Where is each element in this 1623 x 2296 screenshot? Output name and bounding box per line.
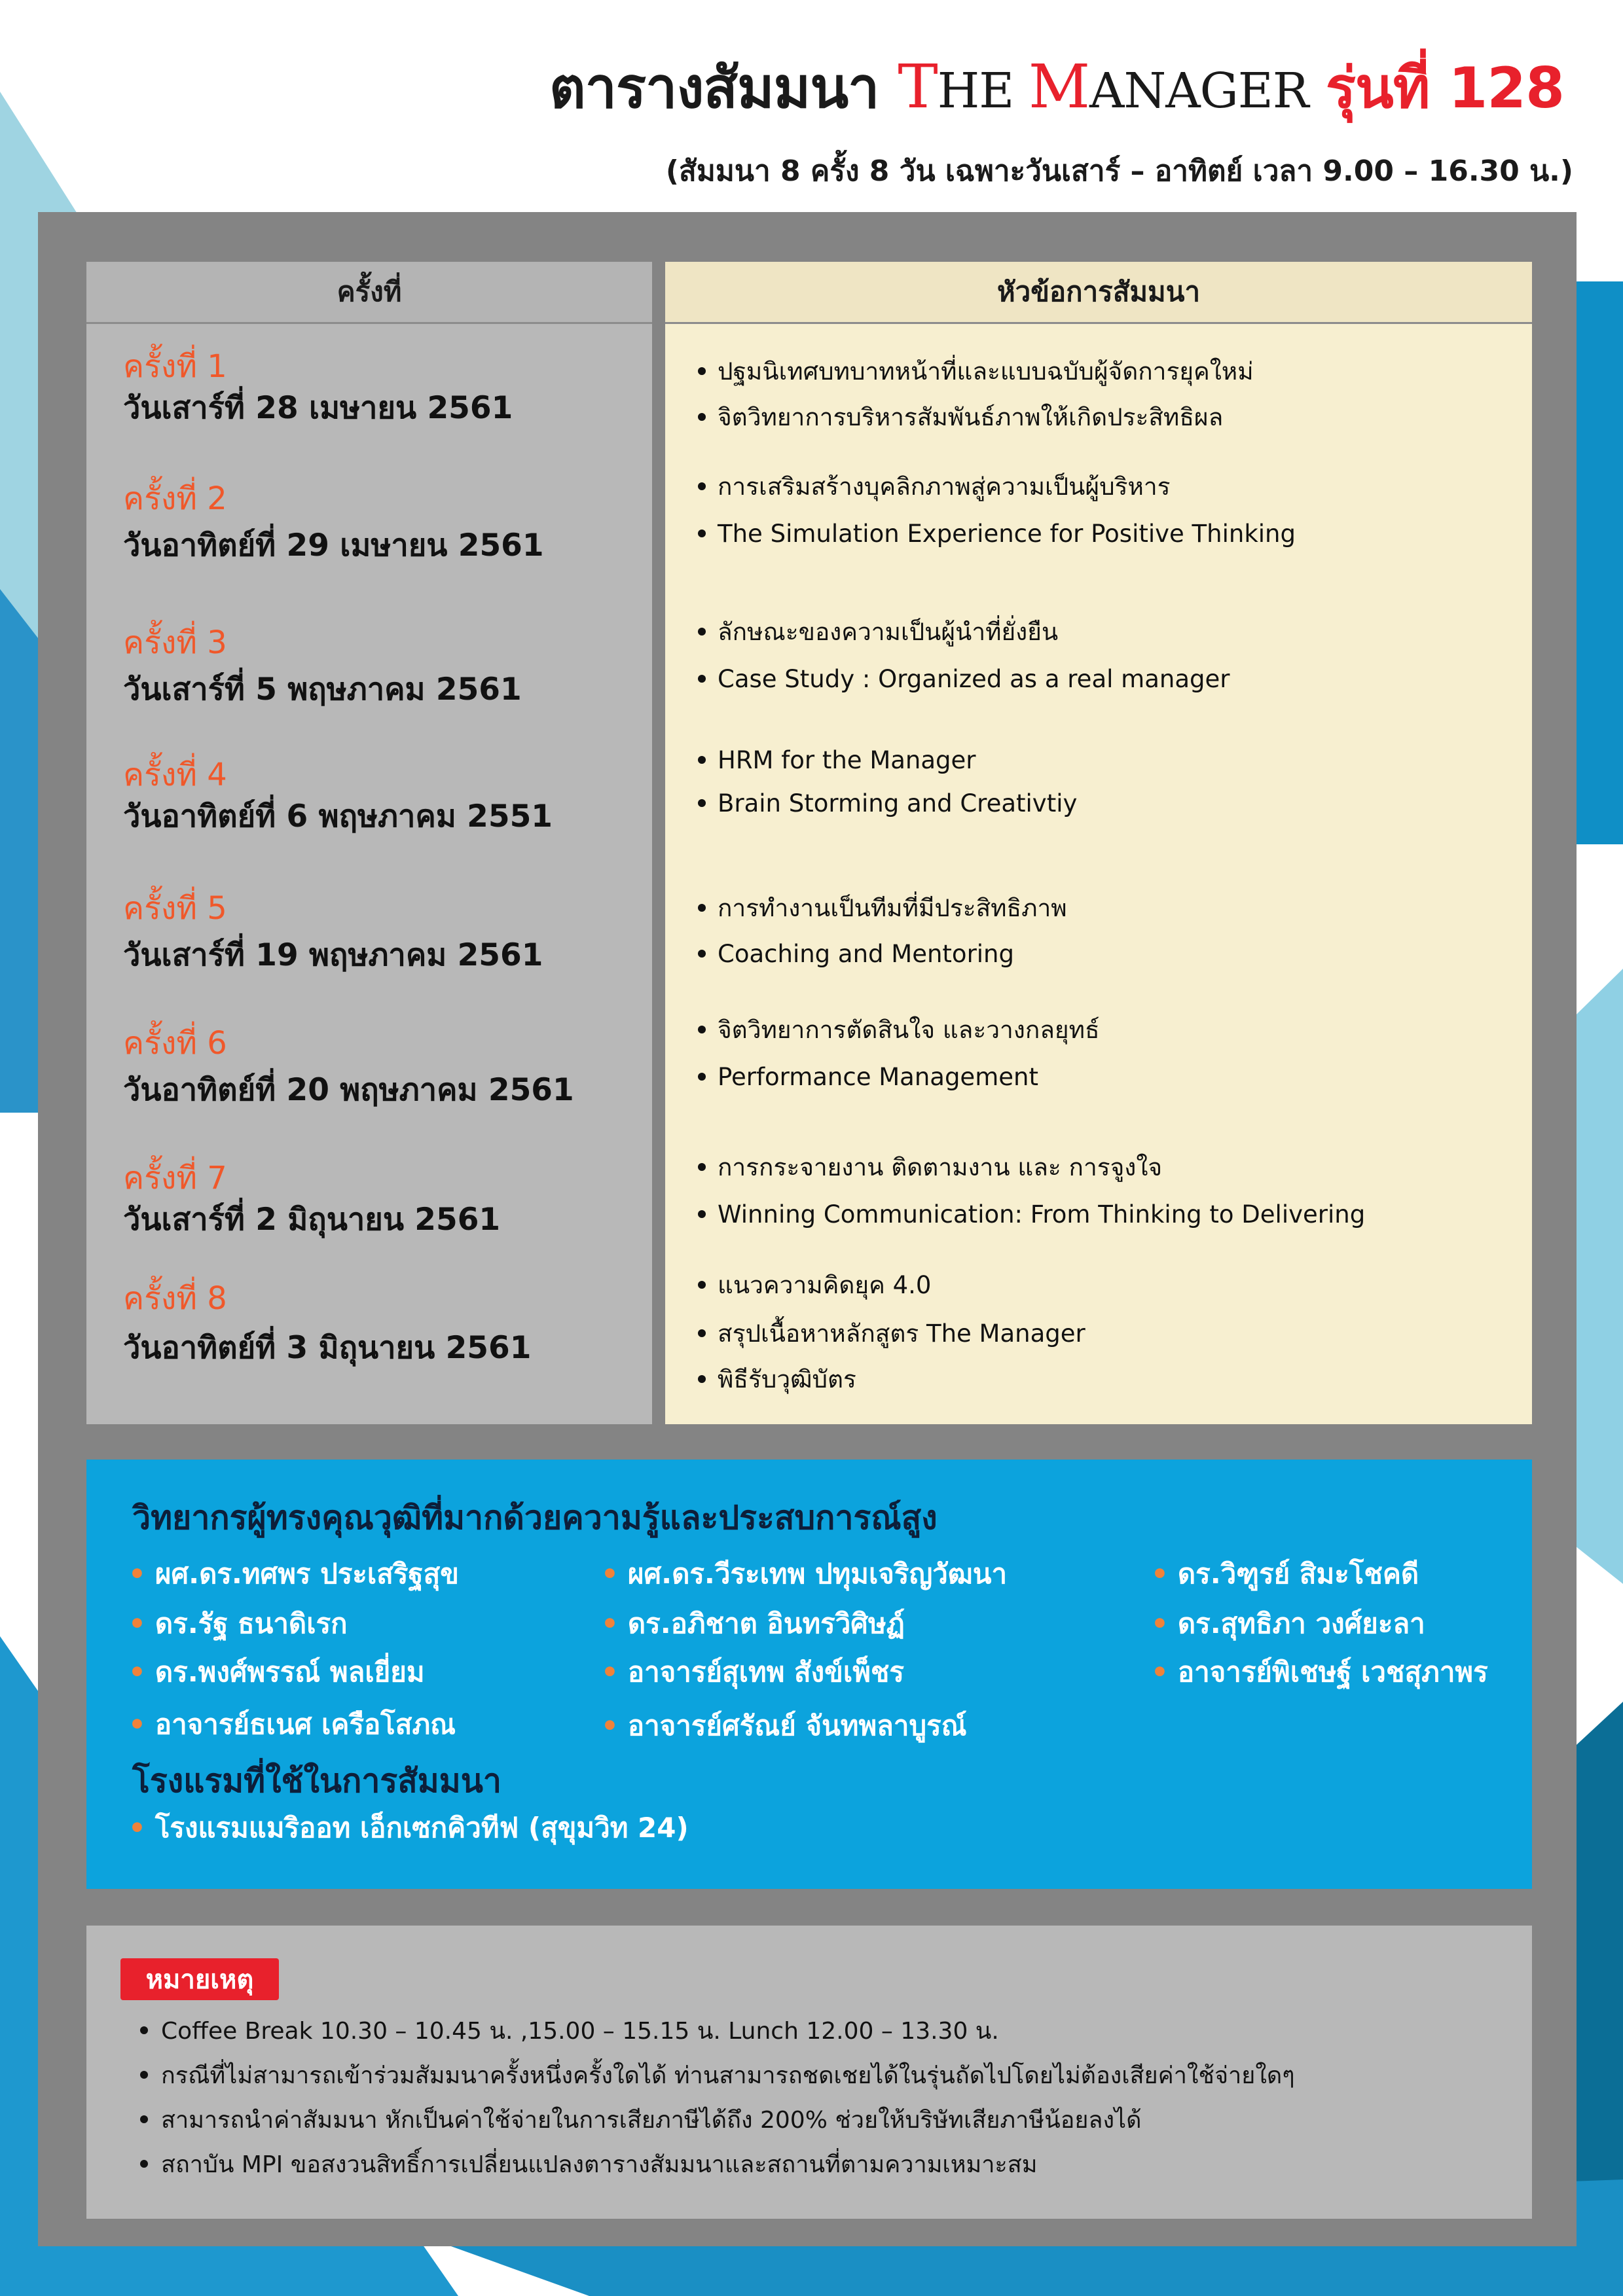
topic-item: ลักษณะของความเป็นผู้นำที่ยั่งยืน <box>698 615 1058 649</box>
notes-badge: หมายเหตุ <box>120 1958 279 2000</box>
title-thai: ตารางสัมมนา <box>549 56 879 121</box>
speakers-heading: วิทยากรผู้ทรงคุณวุฒิที่มากด้วยความรู้และประสบการณ์สูง <box>132 1499 938 1537</box>
hotel-heading: โรงแรมที่ใช้ในการสัมมนา <box>132 1762 501 1800</box>
topic-item: The Simulation Experience for Positive Thinking <box>698 517 1296 551</box>
session-number: ครั้งที่ 7 <box>123 1160 227 1196</box>
topic-item: Case Study : Organized as a real manager <box>698 662 1230 696</box>
session-number: ครั้งที่ 8 <box>123 1280 227 1317</box>
session-6 <box>123 1022 574 1111</box>
topic-item: HRM for the Manager <box>698 744 976 778</box>
speakers-panel <box>86 1460 1532 1889</box>
hotel-item: • โรงแรมแมริออท เอ็กเซกคิวทีฟ (สุขุมวิท 24) <box>128 1812 689 1844</box>
session-date: วันอาทิตย์ที่ 6 พฤษภาคม 2551 <box>123 798 553 834</box>
topic-item: แนวความคิดยุค 4.0 <box>698 1268 931 1302</box>
speaker-item: • ดร.พงศ์พรรณ์ พลเยี่ยม <box>128 1656 425 1688</box>
schedule-left-column <box>86 262 652 1424</box>
session-5 <box>123 888 543 977</box>
session-date: วันเสาร์ที่ 5 พฤษภาคม 2561 <box>123 672 522 708</box>
session-date: วันอาทิตย์ที่ 3 มิถุนายน 2561 <box>123 1330 532 1366</box>
topic-item: พิธีรับวุฒิบัตร <box>698 1363 856 1397</box>
session-date: วันอาทิตย์ที่ 29 เมษายน 2561 <box>123 528 544 564</box>
session-number: ครั้งที่ 5 <box>123 890 227 927</box>
topic-item: การเสริมสร้างบุคลิกภาพสู่ความเป็นผู้บริหาร <box>698 470 1171 504</box>
session-3 <box>123 622 522 711</box>
topic-item: การทำงานเป็นทีมที่มีประสิทธิภาพ <box>698 891 1067 925</box>
speaker-item: • ผศ.ดร.ทศพร ประเสริฐสุข <box>128 1558 459 1590</box>
title-brand-m: M <box>1028 52 1090 122</box>
topic-item: Winning Communication: From Thinking to Delivering <box>698 1198 1365 1232</box>
speaker-item: • ดร.รัฐ ธนาดิเรก <box>128 1607 348 1640</box>
topic-item: Performance Management <box>698 1060 1038 1094</box>
speaker-item: • ดร.วิฑูรย์ สิมะโชคดี <box>1151 1558 1419 1590</box>
topic-item: จิตวิทยาการบริหารสัมพันธ์ภาพให้เกิดประสิทธิผล <box>698 401 1223 435</box>
speaker-item: • อาจารย์ศรัณย์ จันทพลาบูรณ์ <box>601 1710 967 1742</box>
session-number: ครั้งที่ 1 <box>123 348 227 385</box>
note-item: Coffee Break 10.30 – 10.45 น. ,15.00 – 15.15 น. Lunch 12.00 – 13.30 น. <box>140 2012 999 2049</box>
session-date: วันอาทิตย์ที่ 20 พฤษภาคม 2561 <box>123 1072 574 1108</box>
speaker-item: • อาจารย์พิเชษฐ์ เวชสุภาพร <box>1151 1656 1488 1688</box>
session-4 <box>123 754 553 838</box>
session-7 <box>123 1157 500 1241</box>
topic-item: Coaching and Mentoring <box>698 937 1014 971</box>
page-subtitle: (สัมมนา 8 ครั้ง 8 วัน เฉพาะวันเสาร์ – อาทิตย์ เวลา 9.00 – 16.30 น.) <box>665 154 1573 188</box>
page-title <box>549 51 1564 127</box>
title-batch: รุ่นที่ 128 <box>1325 56 1564 121</box>
title-brand-t: T <box>898 52 938 122</box>
note-item: กรณีที่ไม่สามารถเข้าร่วมสัมมนาครั้งหนึ่งครั้งใดได้ ท่านสามารถชดเชยได้ในรุ่นถัดไปโดยไม่ต้องเสียค่าใช้จ่ายใดๆ <box>140 2056 1295 2094</box>
speaker-item: • ดร.อภิชาต อินทรวิศิษฏ์ <box>601 1607 905 1640</box>
session-8 <box>123 1278 531 1369</box>
session-date: วันเสาร์ที่ 2 มิถุนายน 2561 <box>123 1202 501 1238</box>
left-column-header: ครั้งที่ <box>86 262 652 324</box>
session-number: ครั้งที่ 2 <box>123 480 227 517</box>
title-brand-anager: ANAGER <box>1089 63 1309 119</box>
note-item: สามารถนำค่าสัมมนา หักเป็นค่าใช้จ่ายในการเสียภาษีได้ถึง 200% ช่วยให้บริษัทเสียภาษีน้อยลงได้ <box>140 2101 1142 2138</box>
topic-item: ปฐมนิเทศบทบาทหน้าที่และแบบฉบับผู้จัดการยุคใหม่ <box>698 355 1254 389</box>
session-number: ครั้งที่ 4 <box>123 757 227 793</box>
schedule-right-column <box>665 262 1532 1424</box>
session-1 <box>123 346 513 429</box>
topic-item: การกระจายงาน ติดตามงาน และ การจูงใจ <box>698 1151 1162 1185</box>
notes-panel <box>86 1926 1532 2219</box>
speaker-item: • อาจารย์ธเนศ เครือโสภณ <box>128 1708 456 1740</box>
session-number: ครั้งที่ 3 <box>123 624 227 661</box>
session-number: ครั้งที่ 6 <box>123 1025 227 1062</box>
session-date: วันเสาร์ที่ 28 เมษายน 2561 <box>123 390 513 426</box>
speaker-item: • ผศ.ดร.วีระเทพ ปทุมเจริญวัฒนา <box>601 1558 1008 1590</box>
topic-item: สรุปเนื้อหาหลักสูตร The Manager <box>698 1317 1085 1351</box>
topic-item: Brain Storming and Creativtiy <box>698 787 1077 821</box>
session-date: วันเสาร์ที่ 19 พฤษภาคม 2561 <box>123 937 543 973</box>
session-2 <box>123 478 544 567</box>
speaker-item: • อาจารย์สุเทพ สังข์เพ็ชร <box>601 1656 904 1688</box>
speaker-item: • ดร.สุทธิภา วงศ์ยะลา <box>1151 1607 1425 1640</box>
topic-item: จิตวิทยาการตัดสินใจ และวางกลยุทธ์ <box>698 1013 1100 1047</box>
note-item: สถาบัน MPI ขอสงวนสิทธิ์การเปลี่ยนแปลงตารางสัมมนาและสถานที่ตามความเหมาะสม <box>140 2145 1037 2183</box>
title-brand-he: HE <box>937 63 1029 119</box>
right-column-header: หัวข้อการสัมมนา <box>665 262 1532 324</box>
